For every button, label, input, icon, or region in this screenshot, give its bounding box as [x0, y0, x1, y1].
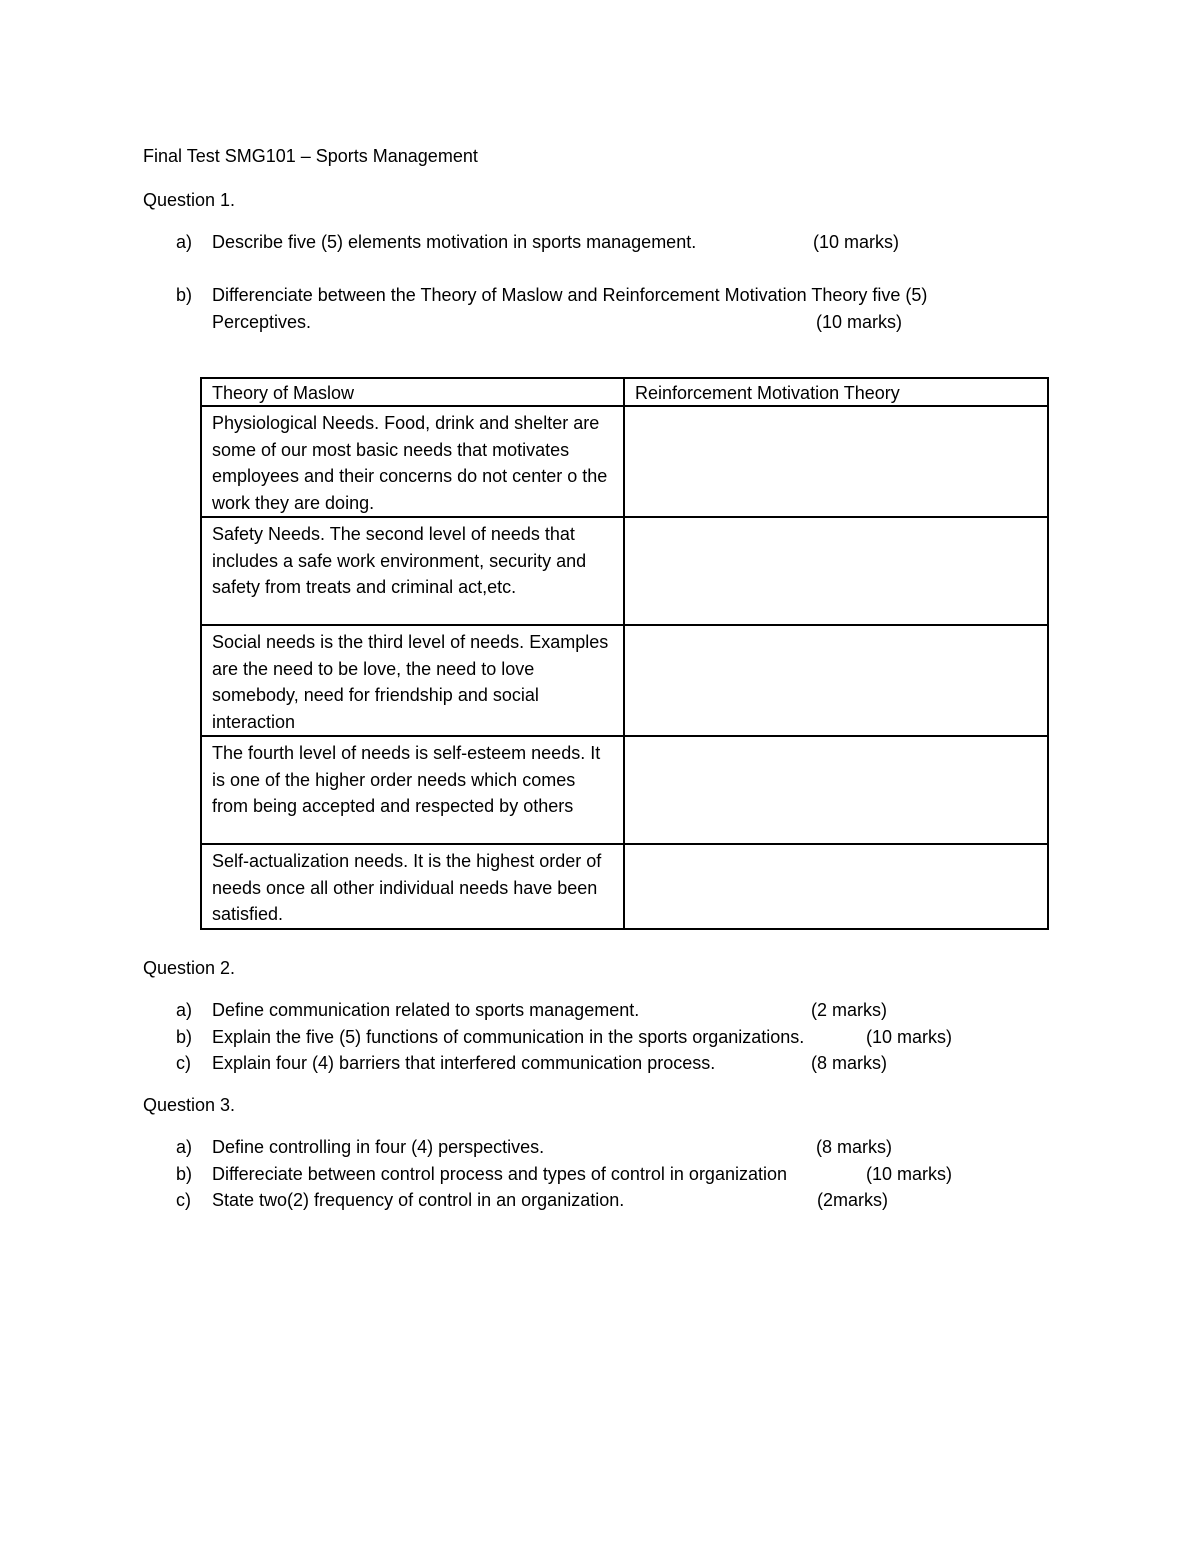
q3-item-a-letter: a) [176, 1137, 193, 1157]
q3-item-a-text: Define controlling in four (4) perspectives. [212, 1137, 545, 1157]
q1-item-a-text: Describe five (5) elements motivation in sports management. [212, 232, 697, 252]
q1-item-b-text-continued: Perceptives. [212, 312, 312, 332]
q1-item-b-marks: (10 marks) [816, 312, 903, 332]
reinforcement-cell-2 [624, 517, 1048, 625]
document-title: Final Test SMG101 – Sports Management [143, 146, 478, 166]
table-row [201, 406, 1048, 517]
question-3-heading: Question 3. [143, 1095, 236, 1115]
q2-item-b-marks: (10 marks) [866, 1027, 953, 1047]
q2-item-a-letter: a) [176, 1000, 193, 1020]
q2-item-b-letter: b) [176, 1027, 193, 1047]
maslow-cell-social: Social needs is the third level of needs. Examples are the need to be love, the need to love somebody, need for friendship and social interaction [201, 625, 624, 736]
reinforcement-cell-3 [624, 625, 1048, 736]
q3-item-b-marks: (10 marks) [866, 1164, 953, 1184]
table-row [201, 844, 1048, 929]
table-header-maslow: Theory of Maslow [201, 378, 624, 406]
q2-item-c-text: Explain four (4) barriers that interfered communication process. [212, 1053, 716, 1073]
q2-item-a-marks: (2 marks) [811, 1000, 887, 1020]
q1-item-a-letter: a) [176, 232, 193, 252]
q1-item-b-text: Differenciate between the Theory of Maslow and Reinforcement Motivation Theory five (5) [212, 285, 928, 305]
q1-item-a-marks: (10 marks) [813, 232, 900, 252]
q2-item-b-text: Explain the five (5) functions of communication in the sports organizations. [212, 1027, 805, 1047]
q2-item-c-letter: c) [176, 1053, 191, 1073]
maslow-comparison-table [200, 377, 1049, 930]
question-1-heading: Question 1. [143, 190, 236, 210]
table-row [201, 517, 1048, 625]
question-2-heading: Question 2. [143, 958, 236, 978]
maslow-cell-esteem: The fourth level of needs is self-esteem needs. It is one of the higher order needs which comes from being accepted and respected by others [201, 736, 624, 844]
q2-item-a-text: Define communication related to sports management. [212, 1000, 640, 1020]
q3-item-a-marks: (8 marks) [816, 1137, 892, 1157]
q3-item-b-letter: b) [176, 1164, 193, 1184]
table-header-reinforcement: Reinforcement Motivation Theory [624, 378, 1048, 406]
reinforcement-cell-4 [624, 736, 1048, 844]
maslow-cell-physiological: Physiological Needs. Food, drink and shelter are some of our most basic needs that motivates employees and their concerns do not center o the work they are doing. [201, 406, 624, 517]
table-row [201, 736, 1048, 844]
reinforcement-cell-1 [624, 406, 1048, 517]
reinforcement-cell-5 [624, 844, 1048, 929]
maslow-cell-safety: Safety Needs. The second level of needs that includes a safe work environment, security and safety from treats and criminal act,etc. [201, 517, 624, 625]
q2-item-c-marks: (8 marks) [811, 1053, 887, 1073]
q3-item-c-marks: (2marks) [817, 1190, 888, 1210]
maslow-cell-self-actualization: Self-actualization needs. It is the highest order of needs once all other individual needs have been satisfied. [201, 844, 624, 929]
q3-item-b-text: Differeciate between control process and types of control in organization [212, 1164, 787, 1184]
q3-item-c-text: State two(2) frequency of control in an organization. [212, 1190, 625, 1210]
table-row [201, 625, 1048, 736]
q3-item-c-letter: c) [176, 1190, 191, 1210]
table-header-row [201, 378, 1048, 406]
q1-item-b-letter: b) [176, 285, 193, 305]
